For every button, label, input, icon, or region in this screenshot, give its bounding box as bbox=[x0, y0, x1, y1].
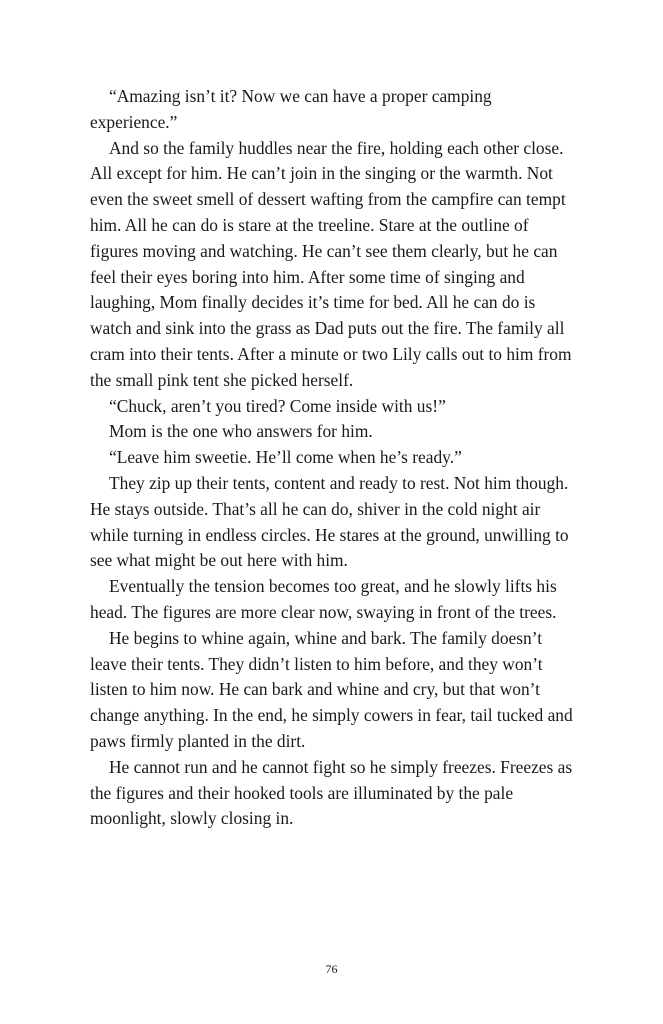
paragraph: He cannot run and he cannot fight so he simply freezes. Freezes as the figures and their hooked tools are illuminated by the pale moonlight, slowly closing in. bbox=[90, 756, 573, 829]
page-number: 76 bbox=[325, 962, 338, 976]
paragraph: He begins to whine again, whine and bark. The family doesn’t leave their tents. They didn’t listen to him before, and they won’t listen to him now. He can bark and whine and cry, but that won’t change anything. In the end, he simply cowers in fear, tail tucked and paws firmly planted in the dirt. bbox=[90, 627, 573, 751]
paragraph: They zip up their tents, content and ready to rest. Not him though. He stays outside. That’s all he can do, shiver in the cold night air while turning in endless circles. He stares at the ground, unwilling to see what might be out here with him. bbox=[90, 472, 569, 571]
paragraph: “Leave him sweetie. He’ll come when he’s ready.” bbox=[109, 447, 462, 468]
paragraph: “Amazing isn’t it? Now we can have a proper camping experience.” bbox=[90, 86, 492, 132]
paragraph: Mom is the one who answers for him. bbox=[109, 421, 373, 442]
paragraph: “Chuck, aren’t you tired? Come inside with us!” bbox=[109, 395, 446, 416]
paragraph: Eventually the tension becomes too great, and he slowly lifts his head. The figures are more clear now, swaying in front of the trees. bbox=[90, 576, 557, 622]
body-text bbox=[90, 84, 574, 832]
paragraph: And so the family huddles near the fire, holding each other close. All except for him. He can’t join in the singing or the warmth. Not even the sweet smell of dessert wafting from the campfire can tempt him. All he can do is stare at the treeline. Stare at the outline of figures moving and watching. He can’t see them clearly, but he can feel their eyes boring into him. After some time of singing and laughing, Mom finally decides it’s time for bed. All he can do is watch and sink into the grass as Dad puts out the fire. The family all cram into their tents. After a minute or two Lily calls out to him from the small pink tent she picked herself. bbox=[90, 137, 572, 390]
